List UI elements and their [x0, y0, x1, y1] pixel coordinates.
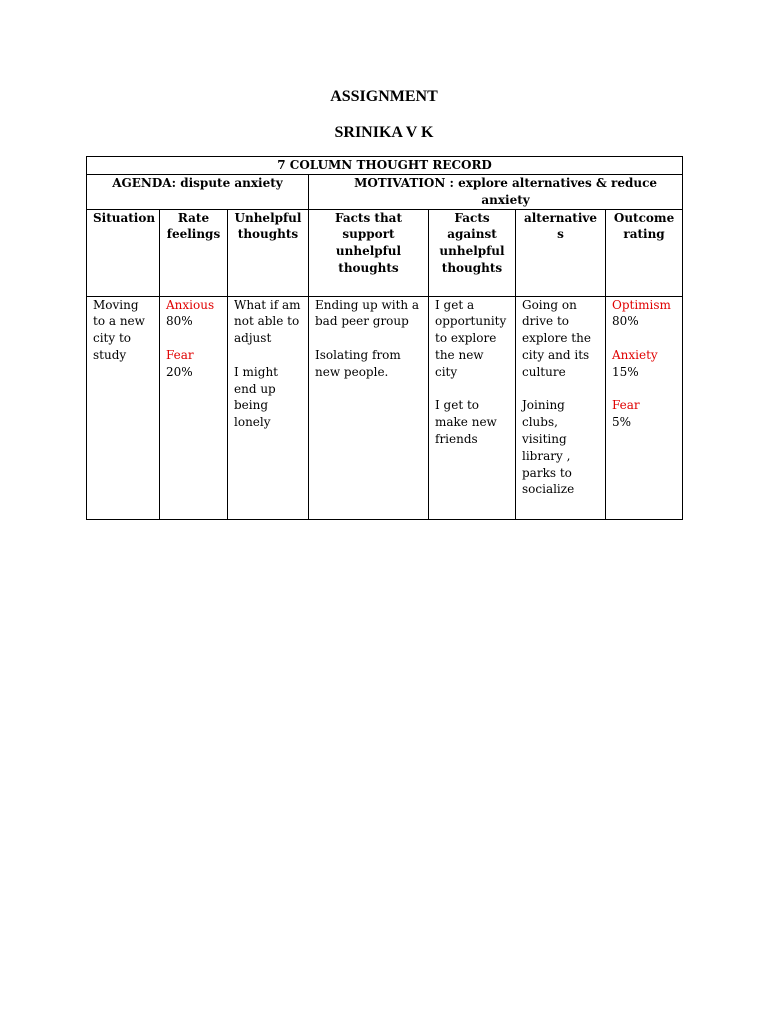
feeling-rating: 20% [166, 364, 193, 379]
header-rate-feelings: Rate feelings [160, 209, 228, 296]
cell-facts-against [429, 296, 516, 519]
cell-outcome [606, 296, 683, 519]
header-alternatives-text: alternatives [523, 210, 598, 242]
document-title: ASSIGNMENT [330, 88, 438, 105]
outcome-emotion: Anxiety [612, 347, 658, 362]
header-facts-against: Facts against unhelpful thoughts [429, 209, 516, 296]
agenda-text: AGENDA: dispute anxiety [112, 176, 283, 190]
agenda-cell [87, 175, 309, 210]
outcome-rating: 5% [612, 415, 632, 430]
motivation-text: explore alternatives & reduce anxiety [458, 176, 658, 207]
outcome-rating: 80% [612, 314, 639, 329]
table-title-row [87, 157, 683, 175]
cell-alternatives [516, 296, 606, 519]
header-facts-support: Facts that support unhelpful thoughts [309, 209, 429, 296]
outcome-emotion: Optimism [612, 297, 671, 312]
unhelpful-thought: What if am not able to adjust [234, 297, 301, 346]
table-caption: 7 COLUMN THOUGHT RECORD [87, 157, 683, 175]
motivation-cell [309, 175, 683, 210]
column-header-row [87, 209, 683, 296]
alternative: Going on drive to explore the city and its culture [522, 297, 591, 379]
cell-situation: Moving to a new city to study [87, 296, 160, 519]
table-row [87, 296, 683, 519]
outcome-emotion: Fear [612, 398, 640, 413]
outcome-rating: 15% [612, 364, 639, 379]
cell-unhelpful-thoughts [228, 296, 309, 519]
header-outcome-rating: Outcome rating [606, 209, 683, 296]
alternative: Joining clubs, visiting library , parks to socialize [522, 398, 575, 497]
unhelpful-thought: I might end up being lonely [234, 364, 279, 430]
feeling-emotion: Anxious [166, 297, 215, 312]
fact-support: Isolating from new people. [315, 347, 401, 379]
motivation-label: MOTIVATION : [354, 176, 459, 190]
fact-against: I get a opportunity to explore the new city [435, 297, 507, 379]
cell-feelings [160, 296, 228, 519]
header-situation: Situation [87, 209, 160, 296]
header-alternatives [516, 209, 606, 296]
header-unhelpful-thoughts [228, 209, 309, 296]
header-unhelpful-thoughts-text: Unhelpful thoughts [234, 210, 302, 242]
feeling-rating: 80% [166, 314, 193, 329]
fact-support: Ending up with a bad peer group [315, 297, 420, 329]
agenda-row [87, 175, 683, 210]
author-name: SRINIKA V K [334, 124, 434, 141]
fact-against: I get to make new friends [435, 398, 497, 446]
feeling-emotion: Fear [166, 347, 194, 362]
thought-record-table [86, 156, 683, 520]
cell-facts-support [309, 296, 429, 519]
